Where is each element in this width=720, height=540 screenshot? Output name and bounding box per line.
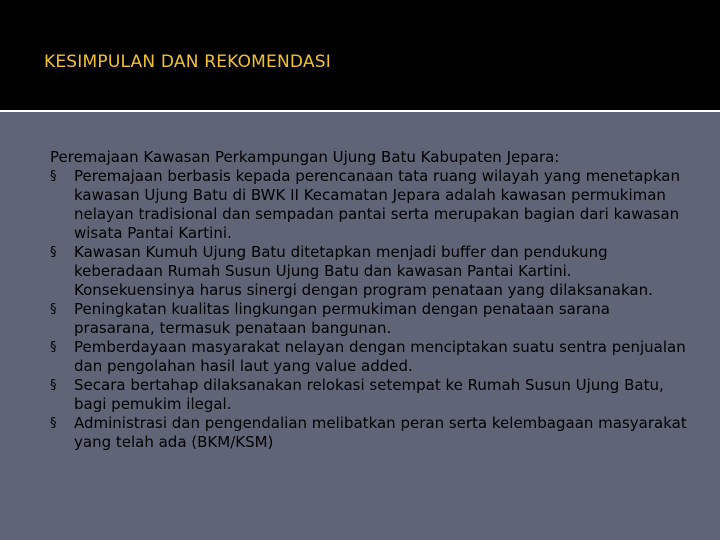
bullet-item bbox=[50, 414, 690, 452]
bullet-text: Peningkatan kualitas lingkungan permukiman dengan penataan sarana prasarana, termasuk penataan bangunan. bbox=[74, 300, 610, 337]
section-sign-icon: § bbox=[50, 378, 57, 393]
section-sign-icon: § bbox=[50, 302, 57, 317]
header-divider bbox=[0, 110, 720, 112]
bullet-text: Pemberdayaan masyarakat nelayan dengan menciptakan suatu sentra penjualan dan pengolahan hasil laut yang value added. bbox=[74, 338, 686, 375]
bullet-text: Secara bertahap dilaksanakan relokasi setempat ke Rumah Susun Ujung Batu, bagi pemukim ilegal. bbox=[74, 376, 664, 413]
section-sign-icon: § bbox=[50, 245, 57, 260]
bullet-item bbox=[50, 376, 690, 414]
intro-text: Peremajaan Kawasan Perkampungan Ujung Batu Kabupaten Jepara: bbox=[50, 148, 560, 166]
bullet-text: Peremajaan berbasis kepada perencanaan tata ruang wilayah yang menetapkan kawasan Ujung Batu di BWK II Kecamatan Jepara adalah kawasan permukiman nelayan tradisional dan sempadan pantai serta merupakan bagian dari kawasan wisata Pantai Kartini. bbox=[74, 167, 681, 242]
bullet-item bbox=[50, 243, 690, 300]
bullet-item bbox=[50, 167, 690, 243]
section-sign-icon: § bbox=[50, 416, 57, 431]
bullet-item bbox=[50, 300, 690, 338]
bullet-item bbox=[50, 338, 690, 376]
bullet-list bbox=[50, 167, 690, 452]
slide-title: KESIMPULAN DAN REKOMENDASI bbox=[44, 52, 331, 72]
section-sign-icon: § bbox=[50, 169, 57, 184]
bullet-text: Administrasi dan pengendalian melibatkan peran serta kelembagaan masyarakat yang telah ada (BKM/KSM) bbox=[74, 414, 687, 451]
section-sign-icon: § bbox=[50, 340, 57, 355]
slide-content bbox=[50, 148, 690, 452]
header-band bbox=[0, 0, 720, 110]
bullet-text: Kawasan Kumuh Ujung Batu ditetapkan menjadi buffer dan pendukung keberadaan Rumah Susun Ujung Batu dan kawasan Pantai Kartini. Konsekuensinya harus sinergi dengan program penataan yang dilaksanakan. bbox=[74, 243, 653, 299]
